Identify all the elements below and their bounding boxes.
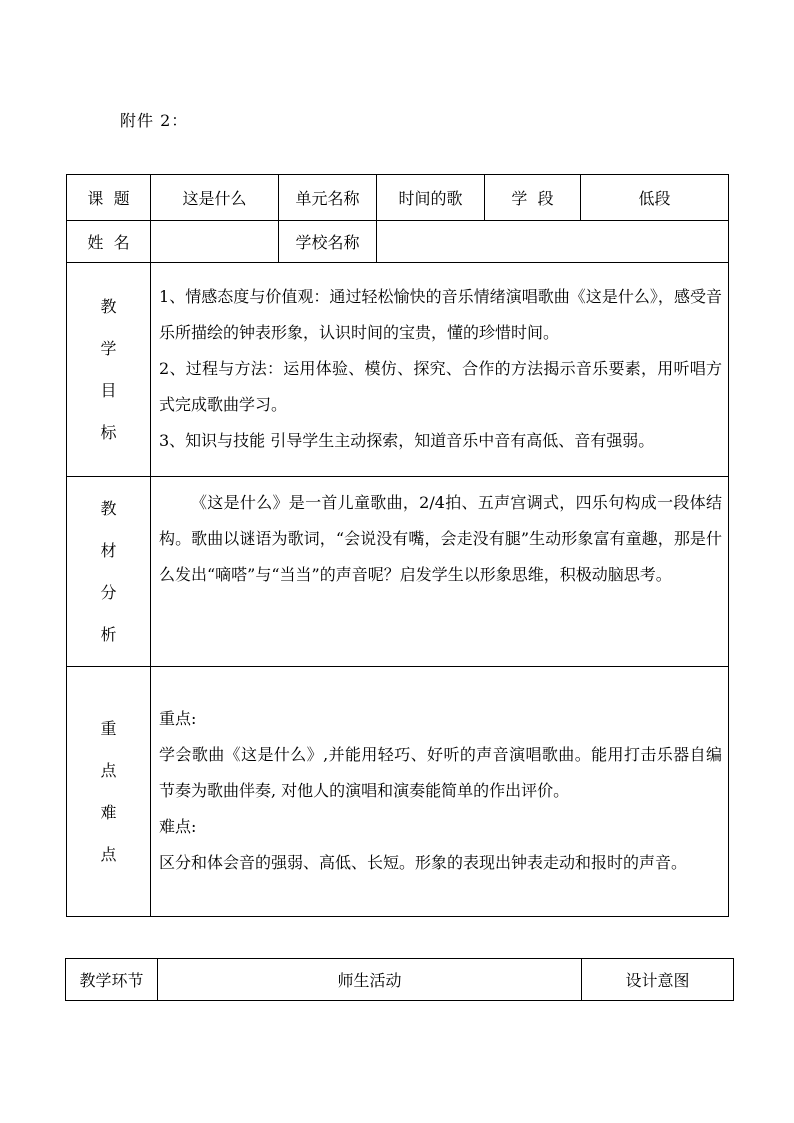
topic-label: 课 题 <box>67 175 151 221</box>
key-heading: 重点: <box>159 708 197 728</box>
school-value <box>377 221 729 263</box>
material-label-char: 析 <box>100 624 117 644</box>
process-col-activity: 师生活动 <box>158 959 582 1001</box>
process-table <box>65 958 734 1001</box>
process-col-intent: 设计意图 <box>582 959 734 1001</box>
grade-label: 学 段 <box>485 175 581 221</box>
difficulty-heading: 难点: <box>159 816 197 836</box>
info-row-1 <box>67 175 729 221</box>
objectives-content <box>151 263 729 477</box>
objectives-label-char: 目 <box>100 380 117 400</box>
key-text: 学会歌曲《这是什么》,并能用轻巧、好听的声音演唱歌曲。能用打击乐器自编节奏为歌曲伴奏, 对他人的演唱和演奏能简单的作出评价。 <box>159 744 722 800</box>
name-value <box>151 221 279 263</box>
objectives-label-char: 标 <box>100 422 117 442</box>
material-label-char: 教 <box>100 498 117 518</box>
unit-value: 时间的歌 <box>377 175 485 221</box>
material-text: 《这是什么》是一首儿童歌曲，2/4拍、五声宫调式，四乐句构成一段体结构。歌曲以谜语为歌词，“会说没有嘴，会走没有腿”生动形象富有童趣，那是什么发出“嘀嗒”与“当当”的声音呢？启发学生以形象思维，积极动脑思考。 <box>159 493 722 584</box>
process-col-stage: 教学环节 <box>66 959 158 1001</box>
material-row <box>67 477 729 667</box>
topic-value: 这是什么 <box>151 175 279 221</box>
objectives-row <box>67 263 729 477</box>
material-label-char: 分 <box>100 582 117 602</box>
objectives-label-char: 教 <box>100 296 117 316</box>
objective-item: 3、知识与技能 引导学生主动探索，知道音乐中音有高低、音有强弱。 <box>159 430 655 450</box>
objective-item: 1、情感态度与价值观：通过轻松愉快的音乐情绪演唱歌曲《这是什么》，感受音乐所描绘的钟表形象，认识时间的宝贵，懂的珍惜时间。 <box>159 286 722 342</box>
lesson-info-table <box>66 174 729 917</box>
objectives-label <box>67 263 151 477</box>
attachment-label: 附件 2： <box>120 111 189 130</box>
material-label-char: 材 <box>100 540 117 560</box>
material-label <box>67 477 151 667</box>
key-points-label-char: 难 <box>100 802 117 822</box>
difficulty-text: 区分和体会音的强弱、高低、长短。形象的表现出钟表走动和报时的声音。 <box>159 852 688 872</box>
info-row-2 <box>67 221 729 263</box>
name-label: 姓 名 <box>67 221 151 263</box>
objectives-label-char: 学 <box>100 338 117 358</box>
key-points-content <box>151 667 729 917</box>
key-points-label-char: 点 <box>100 844 117 864</box>
process-header-row <box>66 959 734 1001</box>
key-points-label-char: 重 <box>100 718 117 738</box>
key-points-row <box>67 667 729 917</box>
material-content <box>151 477 729 667</box>
key-points-label <box>67 667 151 917</box>
objective-item: 2、过程与方法：运用体验、模仿、探究、合作的方法揭示音乐要素，用听唱方式完成歌曲学习。 <box>159 358 722 414</box>
grade-value: 低段 <box>581 175 729 221</box>
unit-label: 单元名称 <box>279 175 377 221</box>
key-points-label-char: 点 <box>100 760 117 780</box>
school-label: 学校名称 <box>279 221 377 263</box>
